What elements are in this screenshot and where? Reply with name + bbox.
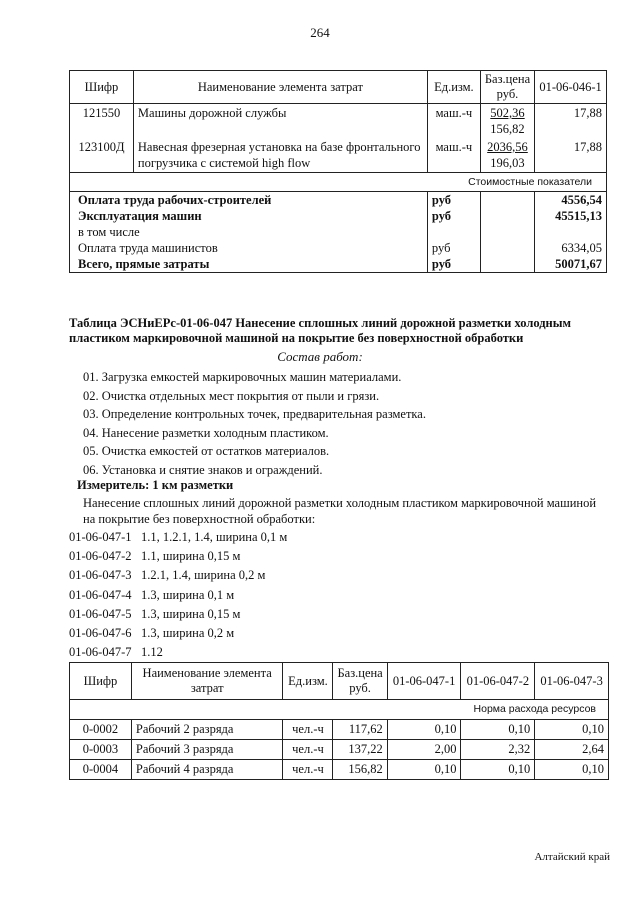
code-text: 1.3, ширина 0,15 м: [141, 606, 241, 621]
table-row: [70, 104, 607, 139]
row-unit: чел.-ч: [283, 760, 333, 780]
list-item: 06. Установка и снятие знаков и ограждений.: [83, 462, 323, 477]
header-code: Шифр: [70, 663, 132, 700]
list-item: 04. Нанесение разметки холодным пластиком.: [83, 425, 329, 440]
header-column: 01-06-047-2: [461, 663, 535, 700]
summary-label: Оплата труда рабочих-строителей: [70, 192, 428, 209]
header-column: 01-06-047-1: [387, 663, 461, 700]
code-text: 1.1, 1.2.1, 1.4, ширина 0,1 м: [141, 530, 288, 544]
list-item: 03. Определение контрольных точек, предварительная разметка.: [83, 407, 426, 422]
summary-unit: руб: [427, 192, 480, 209]
section-label: Стоимостные показатели: [70, 173, 607, 192]
list-item: [69, 586, 287, 605]
row-price: 117,62: [333, 720, 387, 740]
header-unit: Ед.изм.: [427, 71, 480, 104]
list-item: [69, 566, 287, 585]
row-unit: чел.-ч: [283, 740, 333, 760]
summary-value: 50071,67: [535, 256, 607, 273]
table-title: Таблица ЭСНиЕРс-01-06-047 Нанесение сплошных линий дорожной разметки холодным пластиком маркировочной машиной на покрытие без поверхностной обработки: [69, 316, 572, 345]
list-item: [69, 547, 287, 566]
row-value: 2,64: [535, 740, 609, 760]
row-name: Рабочий 4 разряда: [131, 760, 283, 780]
code: 01-06-047-2: [69, 549, 132, 564]
machine-cost-table: [69, 70, 607, 273]
summary-empty: [480, 224, 534, 240]
code-text: 1.1, ширина 0,15 м: [141, 549, 241, 564]
page-number: 264: [310, 25, 330, 40]
works-title: Состав работ:: [277, 349, 363, 364]
summary-row: [70, 256, 607, 273]
code-text: 1.2.1, 1.4, ширина 0,2 м: [141, 568, 266, 583]
summary-unit: руб: [427, 256, 480, 273]
summary-row: [70, 192, 607, 209]
code: 01-06-047-3: [69, 568, 132, 583]
summary-row: [70, 208, 607, 224]
meter-label: Измеритель: 1 км разметки: [77, 478, 234, 492]
row-value: 0,10: [387, 720, 461, 740]
works-list: [83, 368, 426, 480]
row-price: 137,22: [333, 740, 387, 760]
header-price: Баз.цена руб.: [480, 71, 534, 104]
section-label-row: [70, 700, 609, 720]
price-top: 2036,56: [487, 140, 528, 154]
section-label-row: [70, 173, 607, 192]
row-value: 0,10: [387, 760, 461, 780]
table-row: [70, 138, 607, 173]
code: 01-06-047-4: [69, 587, 132, 602]
header-unit: Ед.изм.: [283, 663, 333, 700]
row-value: 2,32: [461, 740, 535, 760]
row-price: [480, 104, 534, 139]
footer-region: Алтайский край: [534, 851, 610, 863]
row-unit: маш.-ч: [427, 138, 480, 173]
list-item: [69, 605, 287, 624]
header-column: 01-06-047-3: [535, 663, 609, 700]
summary-value: [535, 224, 607, 240]
table-row: [70, 760, 609, 780]
code-text: 1.12: [141, 645, 163, 660]
price-bottom: 156,82: [490, 122, 525, 136]
row-unit: чел.-ч: [283, 720, 333, 740]
table-row: [70, 720, 609, 740]
code-text: 1.3, ширина 0,1 м: [141, 587, 235, 602]
summary-label: Всего, прямые затраты: [70, 256, 428, 273]
row-code: 0-0002: [70, 720, 132, 740]
summary-unit: руб: [427, 208, 480, 224]
price-bottom: 196,03: [490, 156, 525, 170]
codes-list: [69, 528, 287, 662]
list-item: [69, 643, 287, 662]
row-code: 0-0004: [70, 760, 132, 780]
list-item: 02. Очистка отдельных мест покрытия от пыли и грязи.: [83, 388, 380, 403]
list-item: [69, 528, 287, 547]
list-item: 05. Очистка емкостей от остатков материалов.: [83, 444, 330, 459]
row-code: 121550: [70, 104, 134, 139]
description: Нанесение сплошных линий дорожной разметки холодным пластиком маркировочной машиной на покрытие без поверхностной обработки:: [83, 496, 597, 526]
summary-row: [70, 240, 607, 256]
summary-value: 45515,13: [535, 208, 607, 224]
summary-value: 6334,05: [535, 240, 607, 256]
row-name: Рабочий 3 разряда: [131, 740, 283, 760]
header-code: Шифр: [70, 71, 134, 104]
code: 01-06-047-1: [69, 530, 132, 544]
summary-unit: [427, 224, 480, 240]
row-value: 17,88: [535, 138, 607, 173]
header-name: Наименование элемента затрат: [131, 663, 283, 700]
price-top: 502,36: [490, 106, 525, 120]
row-value: 17,88: [535, 104, 607, 139]
row-price: 156,82: [333, 760, 387, 780]
row-value: 0,10: [535, 720, 609, 740]
summary-value: 4556,54: [535, 192, 607, 209]
list-item: 01. Загрузка емкостей маркировочных машин материалами.: [83, 370, 402, 384]
row-unit: маш.-ч: [427, 104, 480, 139]
list-item: [69, 624, 287, 643]
row-code: 123100Д: [70, 138, 134, 173]
code: 01-06-047-5: [69, 606, 132, 621]
table-header-row: [70, 71, 607, 104]
row-price: [480, 138, 534, 173]
summary-label: Эксплуатация машин: [70, 208, 428, 224]
row-name: Навесная фрезерная установка на базе фронтального погрузчика с системой high flow: [133, 138, 427, 173]
row-name: Машины дорожной службы: [133, 104, 427, 139]
summary-empty: [480, 192, 534, 209]
row-value: 0,10: [535, 760, 609, 780]
summary-empty: [480, 208, 534, 224]
summary-unit: руб: [427, 240, 480, 256]
row-code: 0-0003: [70, 740, 132, 760]
summary-empty: [480, 240, 534, 256]
section-label: Норма расхода ресурсов: [70, 700, 609, 720]
summary-label: в том числе: [70, 224, 428, 240]
header-column: 01-06-046-1: [535, 71, 607, 104]
row-value: 0,10: [461, 760, 535, 780]
resource-norm-table: [69, 662, 609, 780]
summary-empty: [480, 256, 534, 273]
code: 01-06-047-7: [69, 645, 132, 660]
code: 01-06-047-6: [69, 625, 132, 640]
row-value: 0,10: [461, 720, 535, 740]
header-price: Баз.цена руб.: [333, 663, 387, 700]
table-header-row: [70, 663, 609, 700]
row-value: 2,00: [387, 740, 461, 760]
header-name: Наименование элемента затрат: [133, 71, 427, 104]
summary-label: Оплата труда машинистов: [70, 240, 428, 256]
table-row: [70, 740, 609, 760]
row-name: Рабочий 2 разряда: [131, 720, 283, 740]
code-text: 1.3, ширина 0,2 м: [141, 625, 235, 640]
summary-row: [70, 224, 607, 240]
